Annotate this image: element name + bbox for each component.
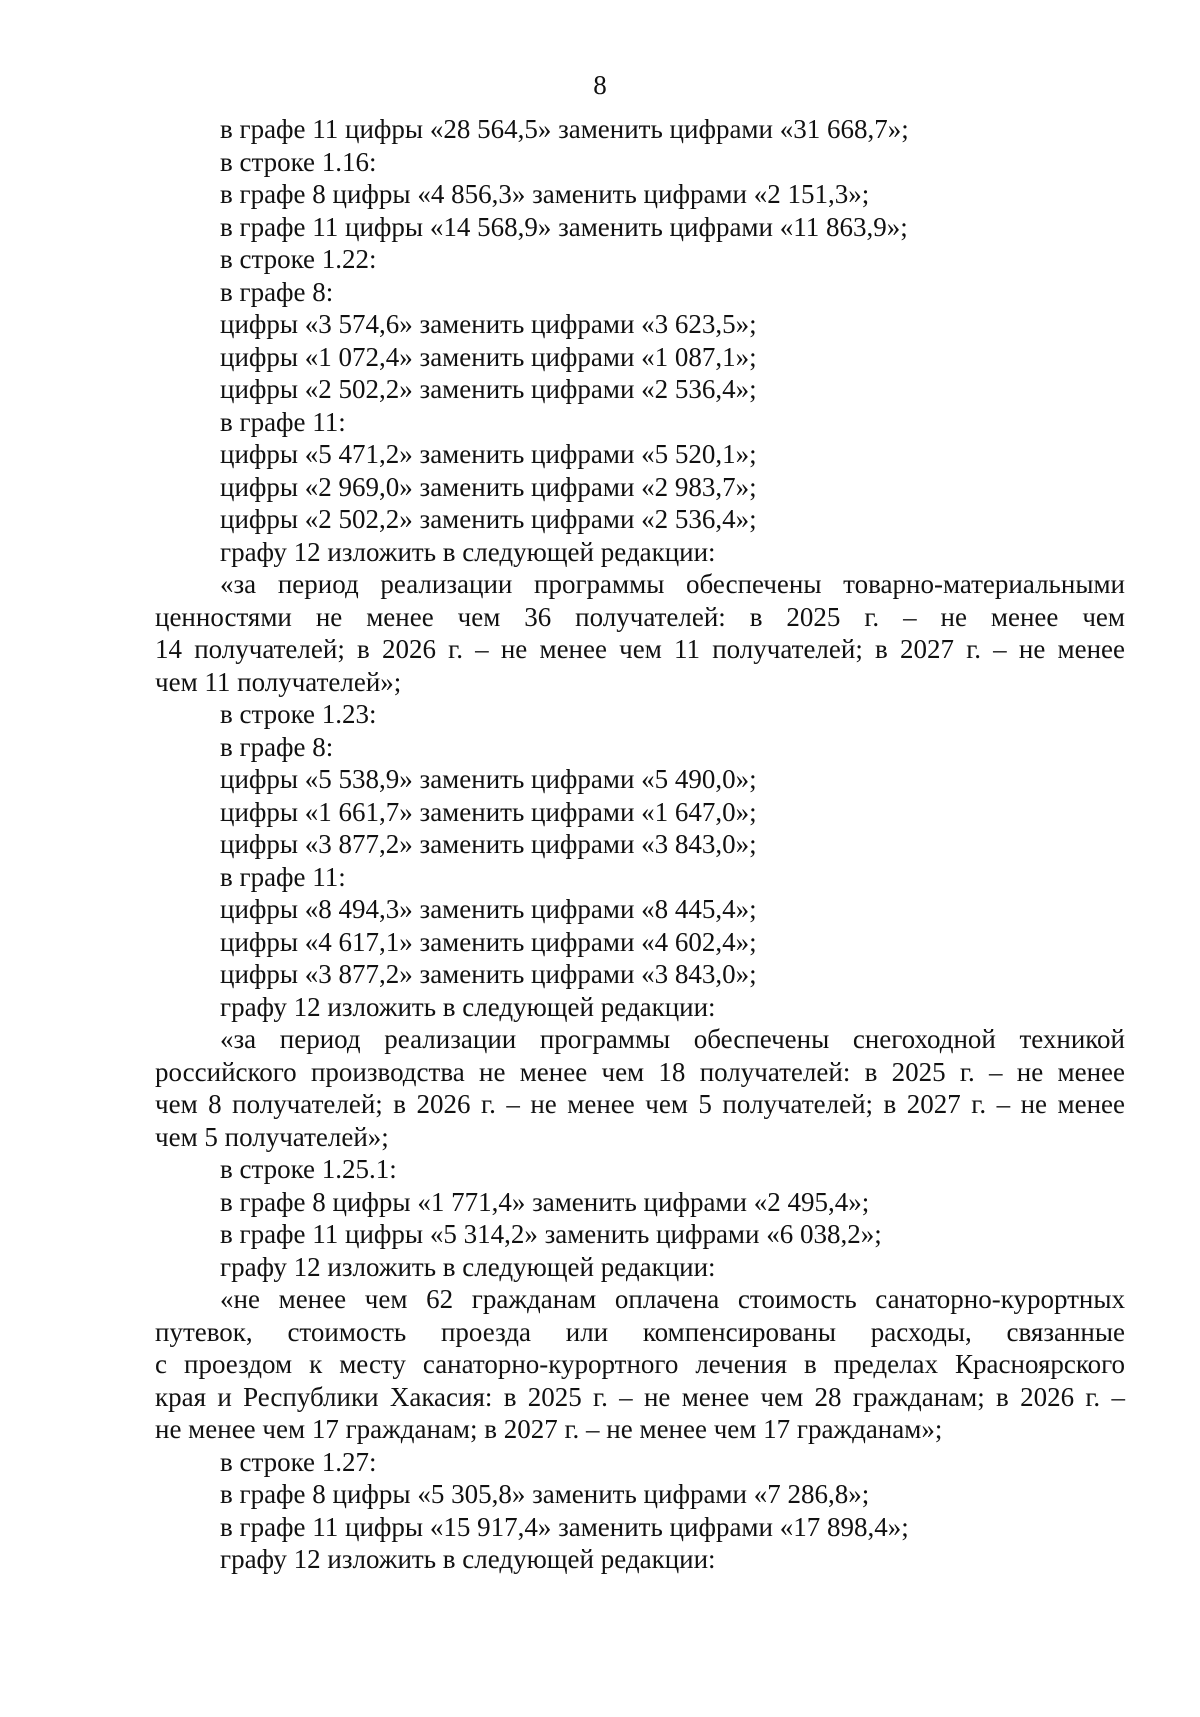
text-line: в графе 11 цифры «28 564,5» заменить цифрами «31 668,7»; [220, 114, 909, 144]
text-line: в графе 11 цифры «15 917,4» заменить цифрами «17 898,4»; [220, 1511, 909, 1542]
text-line: в графе 8 цифры «1 771,4» заменить цифрами «2 495,4»; [220, 1186, 870, 1217]
text-line: в графе 11: [220, 861, 346, 892]
text-line: цифры «5 538,9» заменить цифрами «5 490,0»; [220, 764, 757, 794]
text-line: графу 12 изложить в следующей редакции: [220, 991, 716, 1022]
text-line: цифры «3 877,2» заменить цифрами «3 843,0»; [220, 829, 757, 859]
text-line: в строке 1.23: [220, 699, 377, 729]
text-line: цифры «3 574,6» заменить цифрами «3 623,5»; [220, 309, 757, 339]
paragraph-line: чем 8 получателей; в 2026 г. – не менее чем 5 получателей; в 2027 г. – не менее [155, 1089, 1125, 1119]
page-number: 8 [593, 70, 607, 100]
text-line: в графе 11 цифры «14 568,9» заменить цифрами «11 863,9»; [220, 211, 908, 242]
text-line: цифры «3 877,2» заменить цифрами «3 843,0»; [220, 959, 757, 989]
text-line: цифры «2 969,0» заменить цифрами «2 983,7»; [220, 471, 757, 502]
paragraph-line: чем 5 получателей»; [155, 1121, 389, 1152]
quoted-paragraph [155, 568, 1125, 698]
text-line: цифры «4 617,1» заменить цифрами «4 602,4»; [220, 926, 757, 957]
text-line: в строке 1.22: [220, 244, 377, 274]
quoted-paragraph [155, 1023, 1125, 1153]
paragraph-line: чем 11 получателей»; [155, 666, 402, 697]
text-line: цифры «2 502,2» заменить цифрами «2 536,4»; [220, 374, 757, 404]
paragraph-line: 14 получателей; в 2026 г. – не менее чем 11 получателей; в 2027 г. – не менее [155, 634, 1125, 664]
text-line: графу 12 изложить в следующей редакции: [220, 536, 716, 567]
paragraph-line: «за период реализации программы обеспечены снегоходной техникой [220, 1024, 1125, 1054]
paragraph-line: путевок, стоимость проезда или компенсированы расходы, связанные [155, 1316, 1125, 1347]
text-line: графу 12 изложить в следующей редакции: [220, 1251, 716, 1282]
text-line: в строке 1.16: [220, 146, 377, 177]
text-line: в строке 1.27: [220, 1446, 377, 1477]
paragraph-line: российского производства не менее чем 18 получателей: в 2025 г. – не менее [155, 1056, 1125, 1087]
text-line: цифры «1 072,4» заменить цифрами «1 087,1»; [220, 341, 757, 372]
text-line: в графе 11 цифры «5 314,2» заменить цифрами «6 038,2»; [220, 1219, 882, 1249]
text-line: в графе 8 цифры «4 856,3» заменить цифрами «2 151,3»; [220, 179, 870, 209]
paragraph-line: «не менее чем 62 гражданам оплачена стоимость санаторно-курортных [220, 1284, 1125, 1314]
text-line: в графе 8: [220, 276, 334, 307]
text-line: в графе 8 цифры «5 305,8» заменить цифрами «7 286,8»; [220, 1479, 870, 1509]
text-line: в графе 8: [220, 731, 334, 762]
text-line: в графе 11: [220, 406, 346, 437]
quoted-paragraph [155, 1283, 1125, 1446]
text-line: цифры «5 471,2» заменить цифрами «5 520,1»; [220, 439, 757, 469]
paragraph-line: «за период реализации программы обеспечены товарно-материальными [220, 569, 1125, 599]
text-line: цифры «8 494,3» заменить цифрами «8 445,4»; [220, 894, 757, 924]
text-line: цифры «1 661,7» заменить цифрами «1 647,0»; [220, 796, 757, 827]
document-body [155, 113, 1125, 1576]
text-line: в строке 1.25.1: [220, 1154, 397, 1184]
paragraph-line: края и Республики Хакасия: в 2025 г. – не менее чем 28 гражданам; в 2026 г. – [155, 1381, 1125, 1412]
text-line: цифры «2 502,2» заменить цифрами «2 536,4»; [220, 504, 757, 534]
text-line: графу 12 изложить в следующей редакции: [220, 1544, 716, 1574]
paragraph-line: ценностями не менее чем 36 получателей: в 2025 г. – не менее чем [155, 601, 1125, 632]
paragraph-line: не менее чем 17 гражданам; в 2027 г. – не менее чем 17 гражданам»; [155, 1414, 943, 1444]
paragraph-line: с проездом к месту санаторно-курортного лечения в пределах Красноярского [155, 1349, 1125, 1379]
